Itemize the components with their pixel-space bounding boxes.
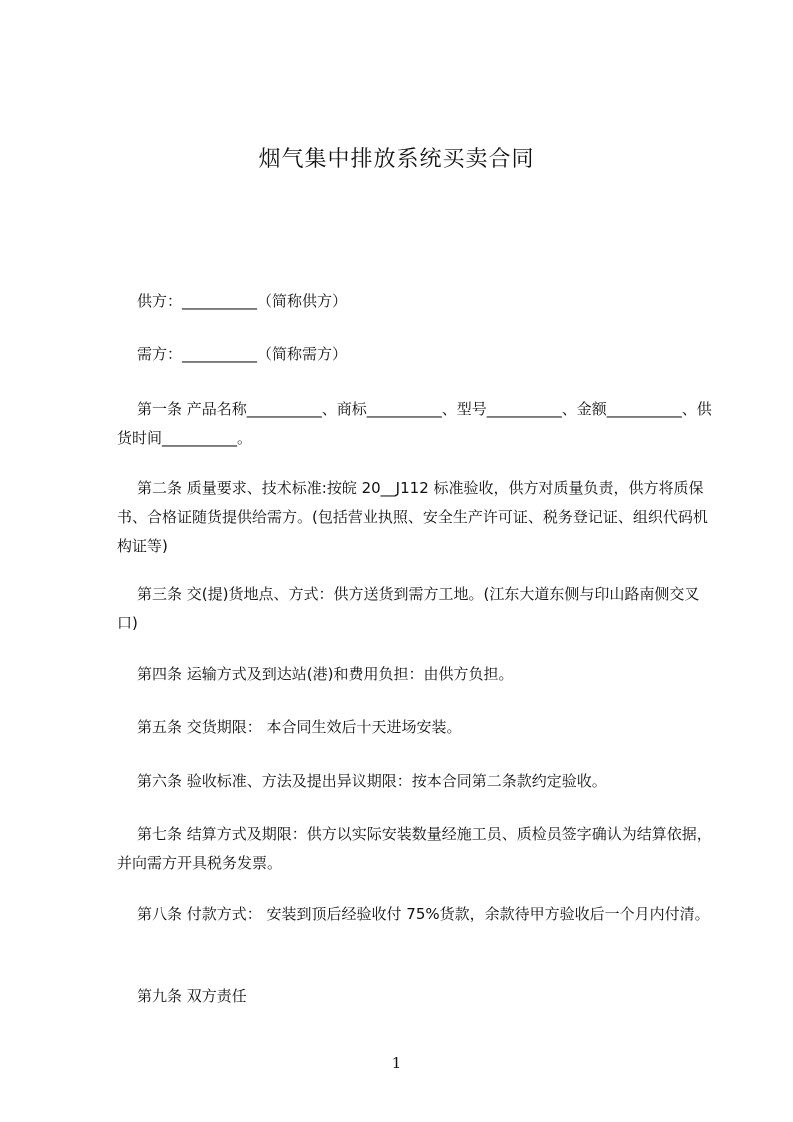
document-title: 烟气集中排放系统买卖合同 [258, 147, 535, 172]
page-number: 1 [391, 1054, 402, 1072]
clause-4: 第四条 运输方式及到达站(港)和费用负担：由供方负担。 [137, 665, 514, 683]
clause-3: 第三条 交(提)货地点、方式：供方送货到需方工地。(江东大道东侧与印山路南侧交叉口) [117, 585, 700, 632]
clause-5: 第五条 交货期限： 本合同生效后十天进场安装。 [137, 718, 462, 736]
buyer-line: 需方：__________（简称需方） [137, 345, 348, 363]
clause-6: 第六条 验收标准、方法及提出异议期限：按本合同第二条款约定验收。 [137, 772, 607, 790]
supplier-line: 供方：__________（简称供方） [137, 292, 348, 310]
clause-8: 第八条 付款方式： 安装到顶后经验收付 75%货款，余款待甲方验收后一个月内付清。 [137, 905, 710, 923]
clause-2: 第二条 质量要求、技术标准:按皖 20__J112 标准验收，供方对质量负责，供方将质保书、合格证随货提供给需方。(包括营业执照、安全生产许可证、税务登记证、组织代码机构证等) [117, 479, 708, 555]
clause-1: 第一条 产品名称__________、商标__________、型号__________、金额__________、供货时间__________。 [117, 400, 712, 447]
clause-7: 第七条 结算方式及期限：供方以实际安装数量经施工员、质检员签字确认为结算依据，并向需方开具税务发票。 [117, 825, 712, 872]
clause-9: 第九条 双方责任 [137, 987, 247, 1005]
